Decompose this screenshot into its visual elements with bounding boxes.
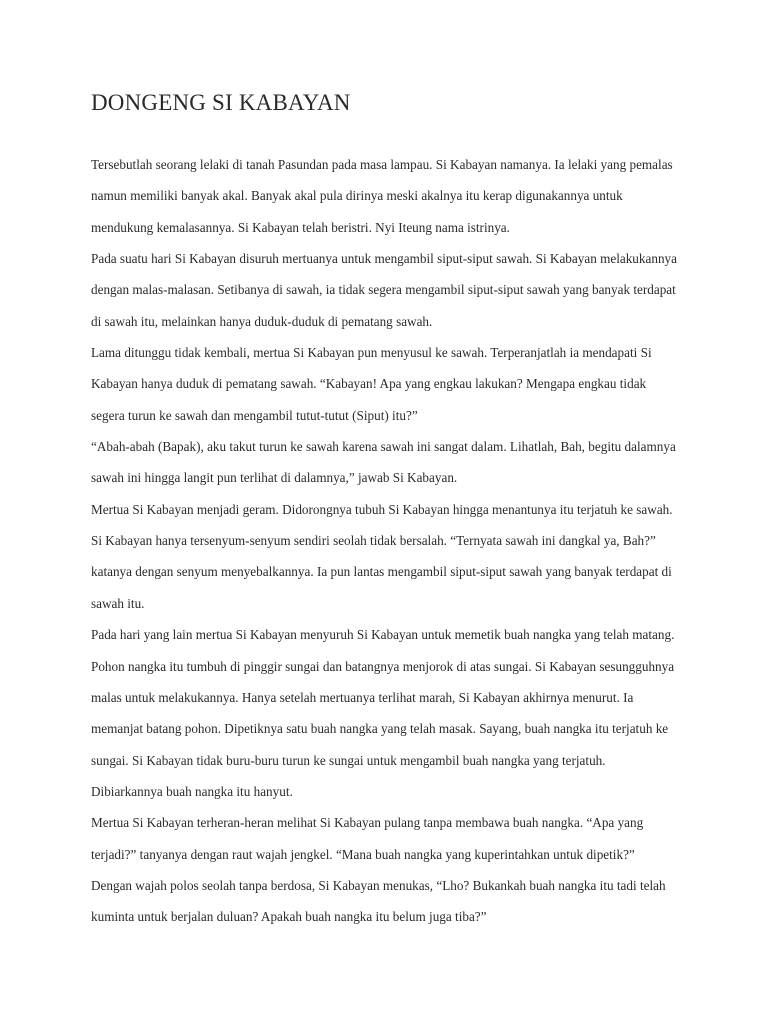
text-line: Dengan wajah polos seolah tanpa berdosa, Si Kabayan menukas, “Lho? Bukankah buah nangka itu tadi telah: [91, 877, 666, 893]
paragraph: [91, 500, 691, 625]
text-line: memanjat batang pohon. Dipetiknya satu buah nangka yang telah masak. Sayang, buah nangka itu terjatuh ke: [91, 721, 669, 737]
text-line: sungai. Si Kabayan tidak buru-buru turun ke sungai untuk mengambil buah nangka yang terjatuh.: [91, 752, 606, 768]
text-line: katanya dengan senyum menyebalkannya. Ia pun lantas mengambil siput-siput sawah yang banyak terdapat di: [91, 564, 672, 580]
text-line: Pada hari yang lain mertua Si Kabayan menyuruh Si Kabayan untuk memetik buah nangka yang telah matang.: [91, 627, 675, 643]
text-line: sawah ini hingga langit pun terlihat di dalamnya,” jawab Si Kabayan.: [91, 470, 458, 486]
paragraph: [91, 625, 691, 813]
text-line: di sawah itu, melainkan hanya duduk-duduk di pematang sawah.: [91, 313, 433, 329]
text-line: kuminta untuk berjalan duluan? Apakah buah nangka itu belum juga tiba?”: [91, 909, 487, 925]
text-line: Dibiarkannya buah nangka itu hanyut.: [91, 783, 293, 799]
paragraph: [91, 876, 691, 939]
text-line: dengan malas-malasan. Setibanya di sawah, ia tidak segera mengambil siput-siput sawah yang banyak terdapat: [91, 282, 676, 298]
text-line: Pohon nangka itu tumbuh di pinggir sungai dan batangnya menjorok di atas sungai. Si Kabayan sesungguhnya: [91, 658, 675, 674]
paragraph: [91, 155, 691, 249]
document-body: [91, 155, 691, 939]
text-line: Tersebutlah seorang lelaki di tanah Pasundan pada masa lampau. Si Kabayan namanya. Ia lelaki yang pemalas: [91, 157, 673, 172]
text-line: Pada suatu hari Si Kabayan disuruh mertuanya untuk mengambil siput-siput sawah. Si Kabayan melakukannya: [91, 251, 677, 267]
text-line: Kabayan hanya duduk di pematang sawah. “Kabayan! Apa yang engkau lakukan? Mengapa engkau tidak: [91, 376, 647, 392]
paragraph: [91, 813, 691, 876]
text-line: Mertua Si Kabayan terheran-heran melihat Si Kabayan pulang tanpa membawa buah nangka. “Apa yang: [91, 815, 644, 831]
text-line: terjadi?” tanyanya dengan raut wajah jengkel. “Mana buah nangka yang kuperintahkan untuk dipetik?”: [91, 846, 635, 862]
text-line: “Abah-abah (Bapak), aku takut turun ke sawah karena sawah ini sangat dalam. Lihatlah, Bah, begitu dalamnya: [91, 439, 676, 455]
text-line: Si Kabayan hanya tersenyum-senyum sendiri seolah tidak bersalah. “Ternyata sawah ini dangkal ya, Bah?”: [91, 533, 656, 549]
text-line: malas untuk melakukannya. Hanya setelah mertuanya terlihat marah, Si Kabayan akhirnya menurut. Ia: [91, 689, 634, 705]
text-line: segera turun ke sawah dan mengambil tutut-tutut (Siput) itu?”: [91, 407, 418, 423]
text-line: mendukung kemalasannya. Si Kabayan telah beristri. Nyi Iteung nama istrinya.: [91, 219, 510, 235]
paragraph: [91, 437, 691, 500]
text-line: sawah itu.: [91, 595, 145, 611]
text-line: Lama ditunggu tidak kembali, mertua Si Kabayan pun menyusul ke sawah. Terperanjatlah ia mendapati Si: [91, 345, 652, 361]
document-title: DONGENG SI KABAYAN: [91, 90, 351, 115]
text-line: Mertua Si Kabayan menjadi geram. Didorongnya tubuh Si Kabayan hingga menantunya itu terjatuh ke sawah.: [91, 501, 673, 517]
paragraph: [91, 343, 691, 437]
text-line: namun memiliki banyak akal. Banyak akal pula dirinya meski akalnya itu kerap digunakannya untuk: [91, 188, 623, 204]
paragraph: [91, 249, 691, 343]
